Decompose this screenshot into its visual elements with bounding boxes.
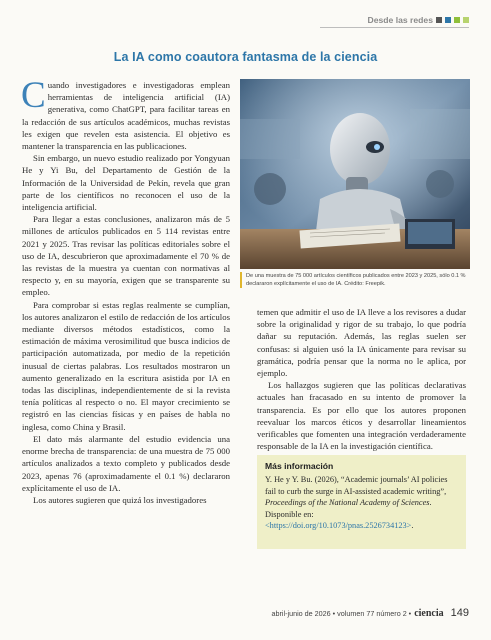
- drop-cap: C: [21, 75, 46, 116]
- page-number: 149: [450, 607, 469, 619]
- journal-name: Proceedings of the National Academy of Sciences: [265, 498, 430, 508]
- doi-link[interactable]: <https://doi.org/10.1073/pnas.2526734123>: [265, 521, 412, 531]
- section-square-1: [436, 17, 442, 23]
- paragraph-5: El dato más alarmante del estudio evidencia una enorme brecha de transparencia: de una muestra de 75 000 artículos analizados a texto completo y publicados desde 2023, apenas 76 (aproximadamente el 0.1 %) declararon explícitamente el uso de IA.: [22, 433, 230, 493]
- issue-info: abril-junio de 2026 • volumen 77 número 2 •: [271, 609, 412, 618]
- reference-text: Y. He y Y. Bu. (2026), “Academic journals’ AI policies fail to curb the surge in AI-assisted academic writing”,: [265, 475, 448, 496]
- paragraph-7: Los hallazgos sugieren que las políticas declarativas actuales han fracasado en su intento de promover la transparencia. Es por ello que los autores proponen reevaluar los marcos éticos y desarrollar lineamientos verificables que fomenten una integración verdaderamente responsable de la IA en la investigación científica.: [257, 380, 466, 452]
- header-rule: [320, 27, 469, 28]
- section-square-3: [454, 17, 460, 23]
- paragraph-1-text: uando investigadores e investigadoras emplean herramientas de inteligencia artificial (IA) generativa, como ChatGPT, para facilitar tareas en la redacción de sus artículos académicos, muchas revistas les exigen que revelen esta asistencia. El objetivo es mantener la transparencia en las publicaciones.: [22, 80, 230, 152]
- magazine-brand: ciencia: [414, 608, 444, 619]
- paragraph-6: Los autores sugieren que quizá los investigadores: [33, 494, 207, 505]
- robot-photo: [240, 79, 470, 269]
- paragraph-1: [21, 75, 230, 152]
- page-footer: [272, 607, 469, 619]
- article-title: La IA como coautora fantasma de la ciencia: [113, 50, 378, 64]
- section-tag: [368, 15, 469, 25]
- column-left: [21, 75, 230, 506]
- paragraph-6-continued: temen que admitir el uso de IA lleve a los revisores a dudar sobre la originalidad y rigor de su trabajo, lo que podría dañar su reputación. Además, las reglas suelen ser confusas: si alguien usó la IA únicamente para revisar su gramática, podría pensar que la norma no le aplica, por ejemplo.: [257, 307, 466, 379]
- paragraph-4: Para comprobar si estas reglas realmente se cumplían, los autores analizaron el estilo de redacción de los artículos mediante diversos métodos estadísticos, como la estimación de máxima verosimilitud que busca indicios de participación automatizada, por medio de la repetición inusual de ciertas palabras. Los resultados mostraron un aumento generalizado en la escritura asistida por IA en todas las disciplinas, independientemente de si la revista tenía políticas al respecto o no. El mayor crecimiento se registró en las ciencias físicas y en países de habla no inglesa, como China y Brasil.: [22, 299, 230, 432]
- available-text: . Disponible en:: [265, 498, 432, 519]
- more-info-reference: [265, 474, 458, 531]
- paragraph-2: Sin embargo, un nuevo estudio realizado por Yongyuan He y Yi Bu, del Departamento de Gestión de la Información de la Universidad de Pekín, revela que gran parte de los científicos no reconocen el uso de la inteligencia artificial.: [22, 153, 230, 213]
- photo-caption: De una muestra de 75 000 artículos científicos publicados entre 2023 y 2025, sólo 0.1 % declararon explícitamente el uso de IA. Crédito: Freepik.: [240, 272, 470, 288]
- column-right: [257, 306, 466, 452]
- paragraph-3: Para llegar a estas conclusiones, analizaron más de 5 millones de artículos publicados en 5 114 revistas entre 2021 y 2025. Tras revisar las políticas editoriales sobre el uso de IA, descubrieron que aproximadamente el 70 % de las revistas de la muestra ya cuentan con normativas al respecto y, en su mayoría, exigen que se transparente su empleo.: [22, 214, 230, 298]
- section-name: Desde las redes: [367, 15, 433, 25]
- more-info-box: [257, 455, 466, 549]
- section-square-2: [445, 17, 451, 23]
- section-square-4: [463, 17, 469, 23]
- more-info-title: Más información: [265, 461, 334, 471]
- reference-end: .: [411, 521, 414, 531]
